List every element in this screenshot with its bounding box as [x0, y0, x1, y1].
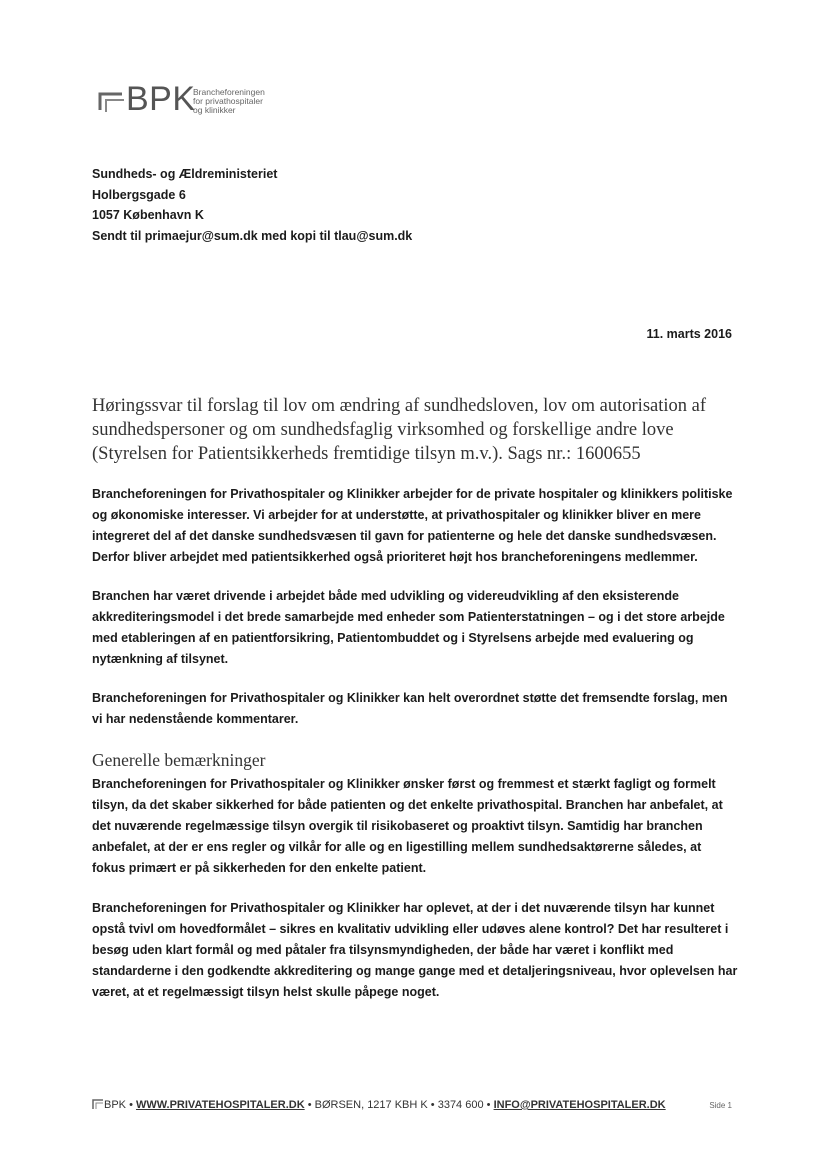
footer-separator: • [427, 1099, 438, 1111]
address-line: 1057 København K [92, 208, 204, 222]
paragraph: Brancheforeningen for Privathospitaler og Klinikker arbejder for de private hospitaler og klinikkers politiske og økonomiske interesser. Vi arbejder for at understøtte, at privathospitaler og klinikker bliver en mere integreret del af det danske sundhedsvæsen til gavn for patienterne og hele det danske sundhedsvæsen. Derfor bliver arbejdet med patientsikkerhed også prioriteret højt hos brancheforeningens medlemmer. [92, 487, 733, 564]
address-line: Sendt til primaejur@sum.dk med kopi til tlau@sum.dk [92, 228, 413, 243]
footer-website-link[interactable]: WWW.PRIVATEHOSPITALER.DK [135, 1099, 305, 1111]
footer-address: BØRSEN, 1217 KBH K [314, 1099, 428, 1111]
logo-subtitle: Brancheforeningen for privathospitaler og klinikker [193, 87, 265, 115]
logo-wordmark: BPK [126, 80, 196, 118]
letter-date: 11. marts 2016 [646, 327, 732, 341]
footer-separator: • [304, 1099, 315, 1111]
section-heading: Generelle bemærkninger [92, 750, 266, 770]
paragraph: Branchen har været drivende i arbejdet både med udvikling og videreudvikling af den eksisterende akkrediteringsmodel i det brede samarbejde med enheder som Patienterstatningen – og i det store arbejde med etableringen af en patientforsikring, Patientombuddet og i Styrelsens arbejde med evaluering og nytænkning af tilsynet. [92, 589, 725, 666]
footer-separator: • [126, 1099, 136, 1111]
footer-phone: 3374 600 [437, 1099, 484, 1111]
document-title: Høringssvar til forslag til lov om ændring af sundhedsloven, lov om autorisation af sundhedspersoner og om sundhedsfaglig virksomhed og forskellige andre love (Styrelsen for Patientsikkerheds fremtidige tilsyn m.v.). Sags nr.: 1600655 [92, 396, 707, 464]
paragraph: Brancheforeningen for Privathospitaler og Klinikker har oplevet, at der i det nuværende tilsyn har kunnet opstå tvivl om hovedformålet – sikres en kvalitativ udvikling eller udøves alene kontrol? Det har resulteret i besøg uden klart formål og med påtaler fra tilsynsmyndigheden, der både har været i konflikt med standarderne i den godkendte akkreditering og mange gange med et detaljeringsniveau, hvor oplevelsen har været, at et regelmæssigt tilsyn helst skulle påpege noget. [92, 901, 738, 999]
address-line: Sundheds- og Ældreministeriet [92, 167, 278, 181]
address-line: Holbergsgade 6 [92, 187, 186, 202]
footer-brand: BPK [104, 1099, 127, 1111]
footer-separator: • [483, 1099, 494, 1111]
footer-logo-icon [92, 1098, 104, 1110]
footer-contact-line [104, 1099, 666, 1111]
page-number: Side 1 [709, 1101, 732, 1110]
recipient-address [92, 164, 412, 246]
logo-bracket-icon [96, 88, 126, 114]
footer-email-link[interactable]: INFO@PRIVATEHOSPITALER.DK [493, 1099, 666, 1111]
paragraph: Brancheforeningen for Privathospitaler og Klinikker ønsker først og fremmest et stærkt fagligt og formelt tilsyn, da det skaber sikkerhed for både patienten og det enkelte privathospital. Branchen har anbefalet, at det nuværende regelmæssige tilsyn overgik til risikobaseret og proaktivt tilsyn. Samtidig har branchen anbefalet, at der er ens regler og vilkår for alle og en ligestilling mellem sundhedsaktørerne således, at fokus primært er på sikkerheden for den enkelte patient. [92, 777, 723, 875]
bpk-logo [96, 80, 296, 124]
paragraph: Brancheforeningen for Privathospitaler og Klinikker kan helt overordnet støtte det fremsendte forslag, men vi har nedenstående kommentarer. [92, 691, 728, 726]
page-footer [92, 1095, 738, 1117]
